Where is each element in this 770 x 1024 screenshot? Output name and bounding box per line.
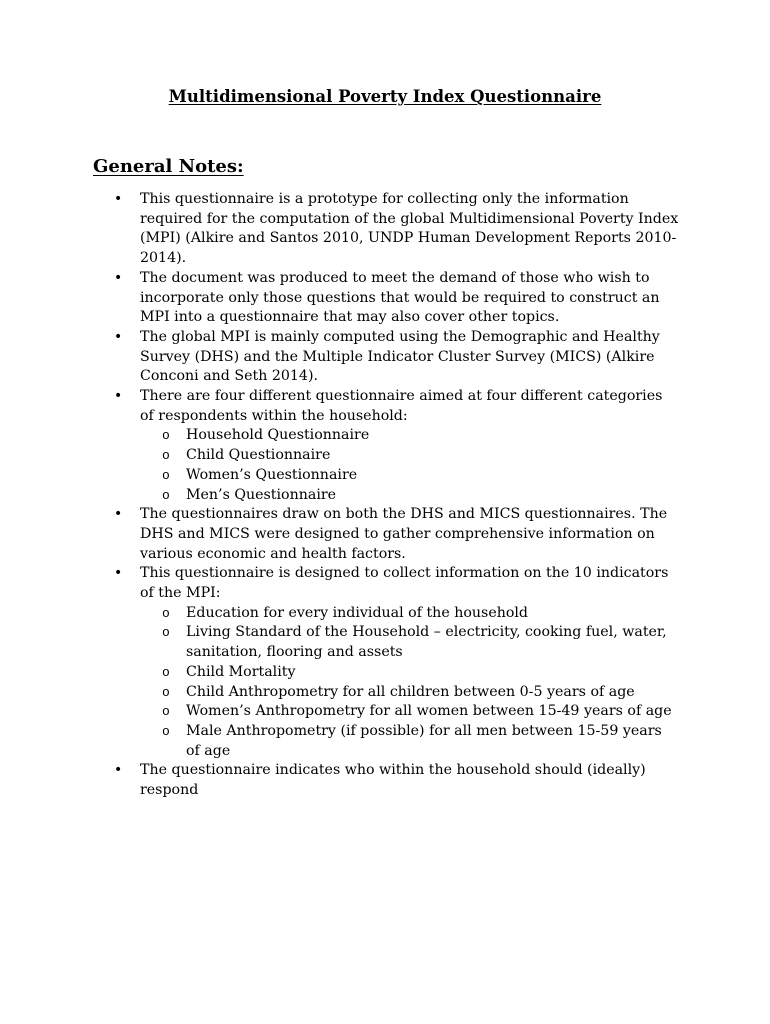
note-text: The questionnaire indicates who within the household should (ideally) respond bbox=[140, 762, 646, 799]
sub-list-item bbox=[140, 683, 680, 703]
document-title: Multidimensional Poverty Index Questionnaire bbox=[168, 87, 602, 106]
sub-bullet-icon: o bbox=[162, 605, 170, 621]
sub-bullet-icon: o bbox=[162, 684, 170, 700]
note-text: There are four different questionnaire aimed at four different categories of respondents within the household: bbox=[140, 388, 663, 424]
bullet-icon: • bbox=[114, 191, 123, 207]
bullet-icon: • bbox=[114, 269, 123, 286]
note-text: The document was produced to meet the demand of those who wish to incorporate only those questions that would be required to construct an MPI into a questionnaire that may also cover other topics. bbox=[140, 269, 660, 326]
bullet-icon: • bbox=[114, 762, 123, 779]
sub-bullet-icon: o bbox=[162, 664, 170, 680]
general-notes-list bbox=[0, 190, 770, 801]
sub-list-item bbox=[140, 663, 680, 683]
sub-list-item bbox=[140, 466, 680, 486]
sub-item-text: Male Anthropometry (if possible) for all men between 15-59 years of age bbox=[186, 722, 662, 759]
sub-bullet-icon: o bbox=[162, 487, 170, 503]
sub-item-text: Child Mortality bbox=[186, 663, 296, 680]
sub-item-text: Women’s Anthropometry for all women between 15-49 years of age bbox=[186, 703, 672, 720]
sub-item-text: Household Questionnaire bbox=[186, 427, 370, 444]
sub-list-item bbox=[140, 702, 680, 722]
note-item bbox=[0, 505, 680, 564]
sub-item-text: Women’s Questionnaire bbox=[186, 466, 358, 483]
note-item bbox=[0, 387, 680, 505]
sub-item-text: Men’s Questionnaire bbox=[186, 486, 337, 503]
sub-bullet-icon: o bbox=[162, 625, 170, 641]
note-text: This questionnaire is a prototype for collecting only the information required for the computation of the global Multidimensional Poverty Index (MPI) (Alkire and Santos 2010, UNDP Human Development Reports 2010-2014). bbox=[140, 191, 679, 267]
note-text: The questionnaires draw on both the DHS and MICS questionnaires. The DHS and MICS were designed to gather comprehensive information on various economic and health factors. bbox=[140, 506, 668, 562]
sub-item-text: Child Anthropometry for all children between 0-5 years of age bbox=[186, 683, 635, 700]
bullet-icon: • bbox=[114, 565, 123, 582]
section-heading-general-notes: General Notes: bbox=[93, 156, 244, 177]
note-text: The global MPI is mainly computed using the Demographic and Healthy Survey (DHS) and the Multiple Indicator Cluster Survey (MICS) (Alkire Conconi and Seth 2014). bbox=[140, 328, 660, 385]
bullet-icon: • bbox=[114, 328, 123, 345]
sub-list-item bbox=[140, 486, 680, 506]
sub-list-item bbox=[140, 426, 680, 446]
sub-list-item bbox=[140, 722, 680, 761]
note-item bbox=[0, 761, 680, 800]
sub-bullet-icon: o bbox=[162, 704, 170, 720]
sub-bullet-icon: o bbox=[162, 448, 170, 464]
sub-item-text: Living Standard of the Household – electricity, cooking fuel, water, sanitation, flooring and assets bbox=[186, 624, 667, 661]
bullet-icon: • bbox=[114, 506, 123, 523]
note-item bbox=[0, 564, 680, 761]
sub-list-item bbox=[140, 623, 680, 662]
sub-list-item bbox=[140, 446, 680, 466]
sub-bullet-icon: o bbox=[162, 428, 170, 444]
sub-list-item bbox=[140, 604, 680, 624]
sub-bullet-icon: o bbox=[162, 723, 170, 739]
note-item bbox=[0, 269, 680, 328]
sub-item-text: Child Questionnaire bbox=[186, 447, 331, 464]
sub-bullet-icon: o bbox=[162, 467, 170, 483]
note-item bbox=[0, 190, 680, 269]
mpi-indicator-list bbox=[140, 604, 680, 762]
bullet-icon: • bbox=[114, 388, 123, 405]
respondent-questionnaire-list bbox=[140, 426, 680, 505]
sub-item-text: Education for every individual of the household bbox=[186, 604, 529, 621]
note-text: This questionnaire is designed to collect information on the 10 indicators of the MPI: bbox=[140, 565, 669, 602]
note-item bbox=[0, 328, 680, 387]
